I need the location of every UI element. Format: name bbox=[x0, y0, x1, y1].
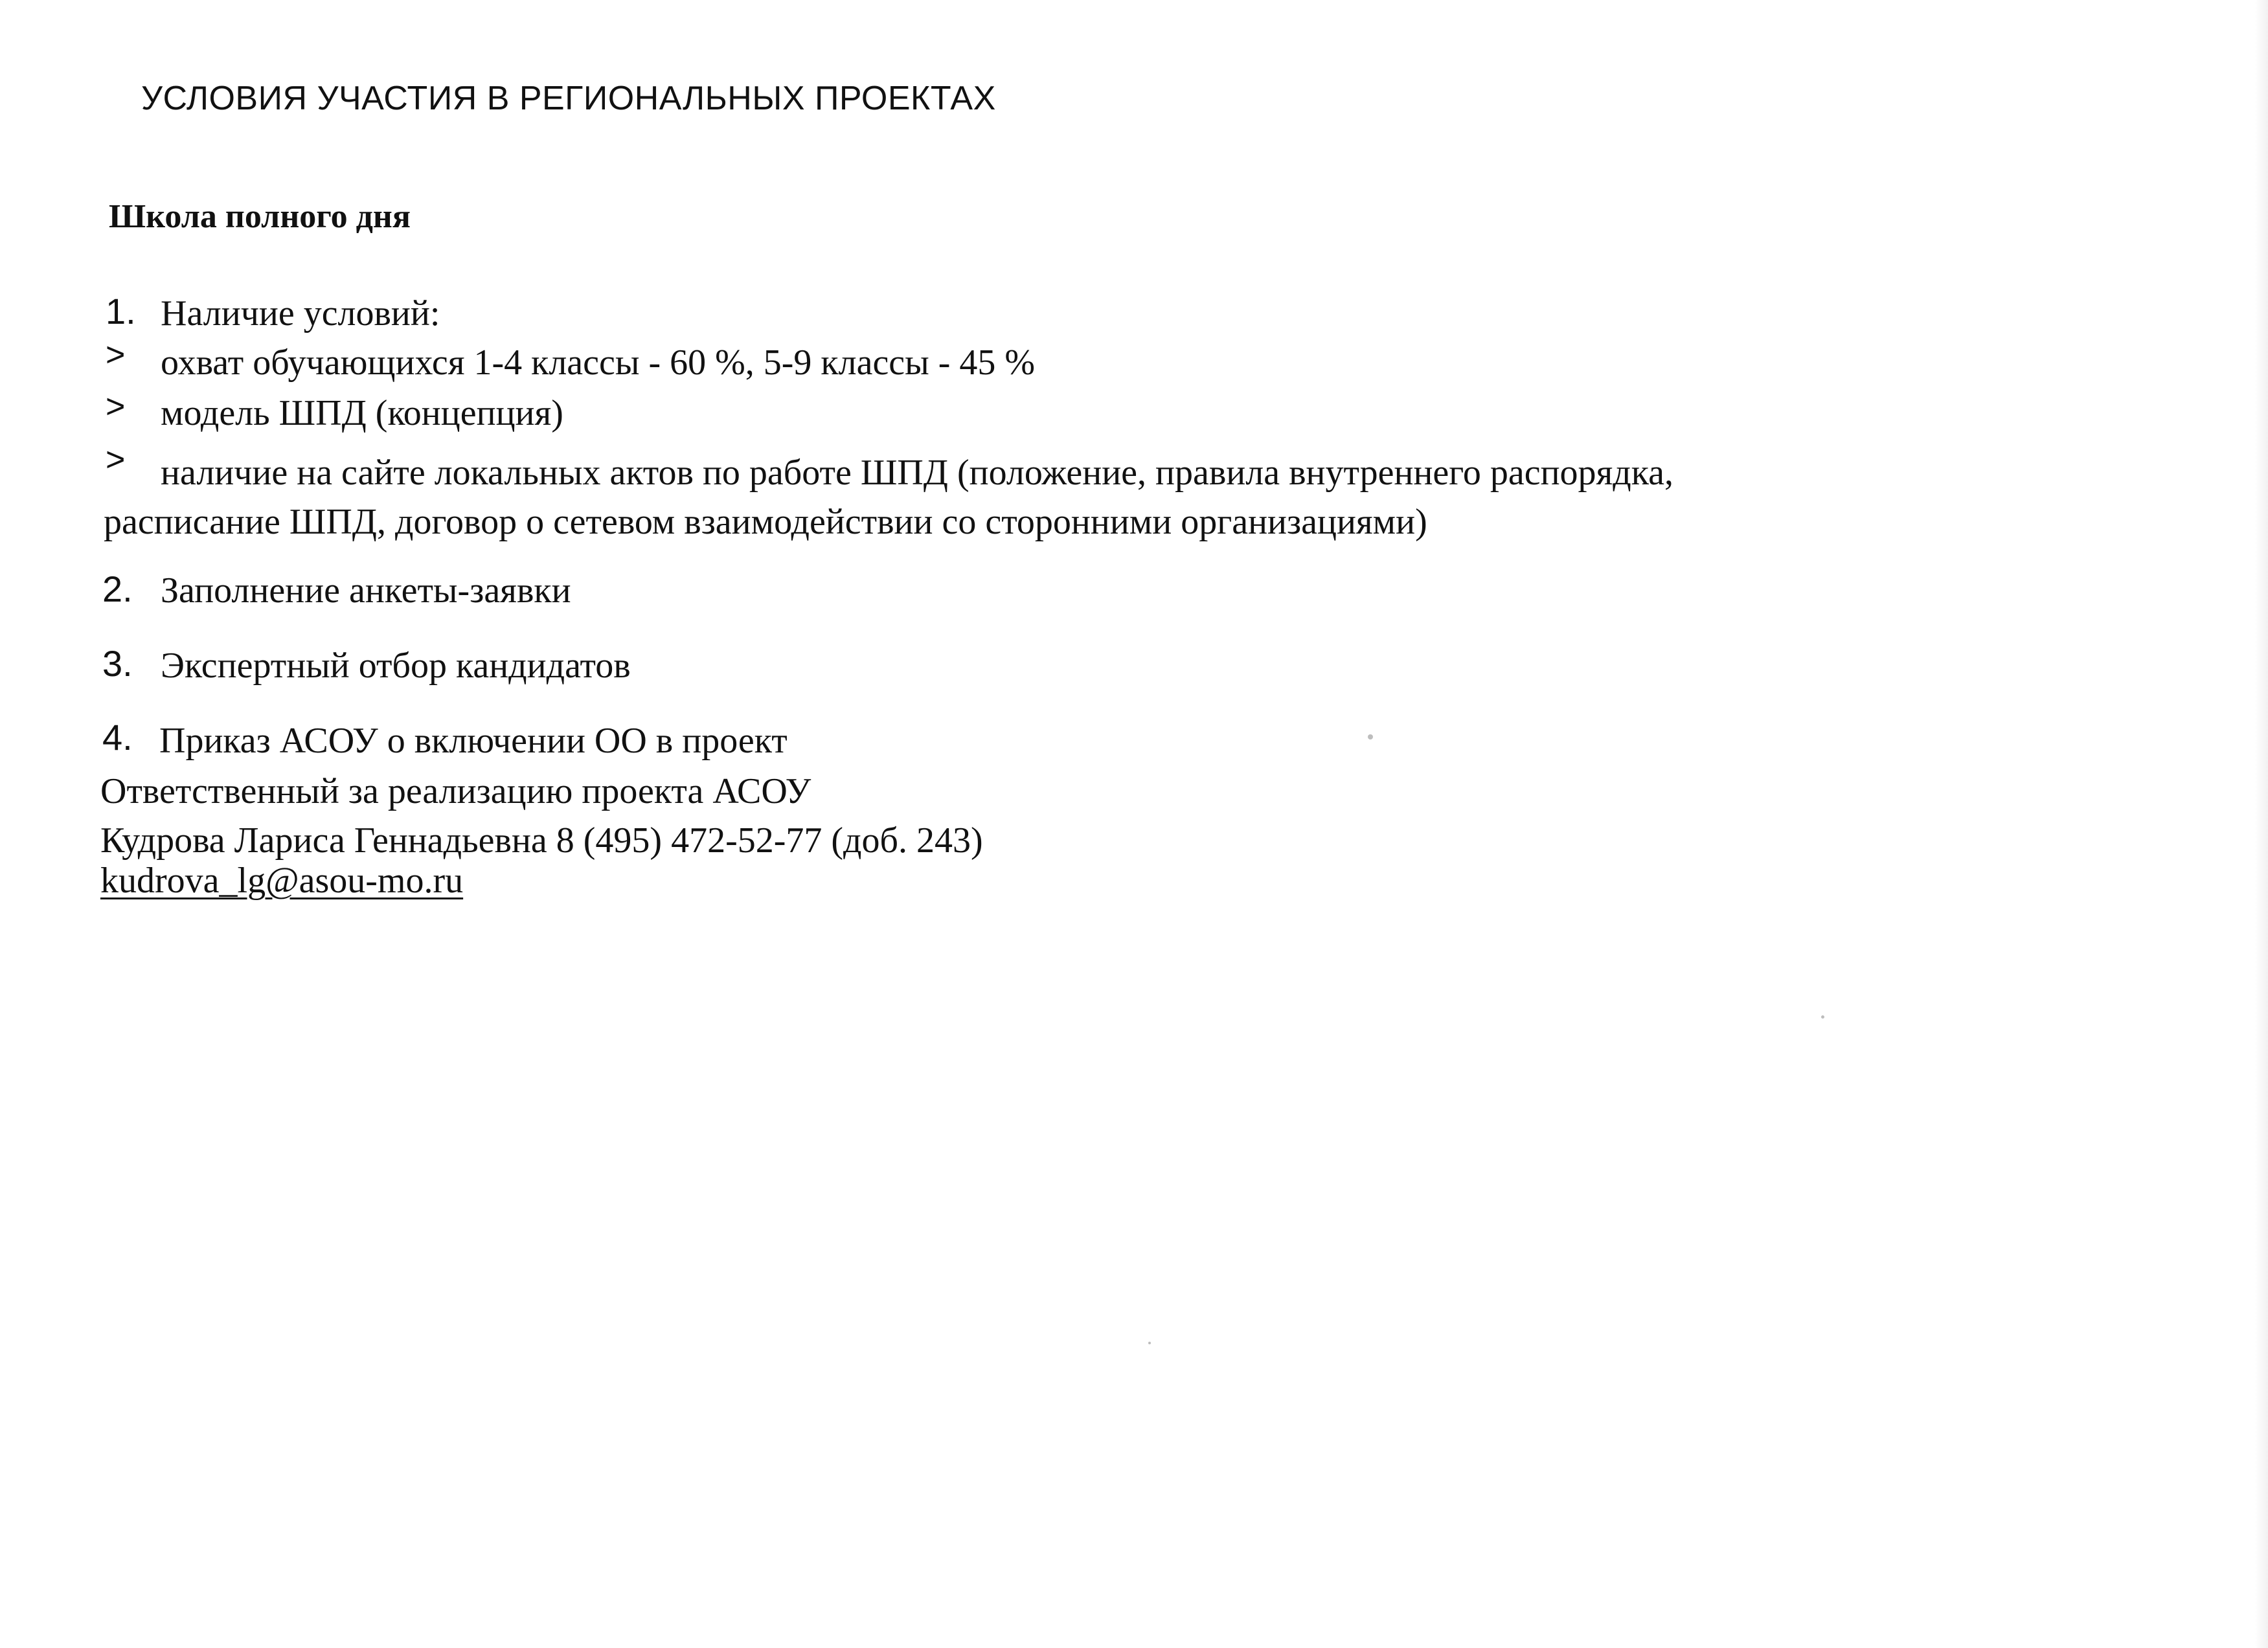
item-number-2: 2. bbox=[102, 569, 133, 609]
section-title: Школа полного дня bbox=[109, 198, 411, 235]
page-title: УСЛОВИЯ УЧАСТИЯ В РЕГИОНАЛЬНЫХ ПРОЕКТАХ bbox=[141, 80, 996, 117]
item-number-3: 3. bbox=[102, 643, 133, 684]
item-number-4: 4. bbox=[102, 717, 133, 758]
contact-person-phone: Кудрова Лариса Геннадьевна 8 (495) 472-52-77 (доб. 243) bbox=[100, 820, 983, 861]
item-text-3: Экспертный отбор кандидатов bbox=[161, 646, 631, 686]
scan-speck bbox=[1148, 1342, 1151, 1344]
bullet-marker: > bbox=[106, 336, 126, 374]
scan-speck bbox=[1821, 1015, 1824, 1019]
item-number-1: 1. bbox=[106, 291, 136, 332]
item-text-1: Наличие условий: bbox=[161, 293, 440, 333]
item-text-2: Заполнение анкеты-заявки bbox=[161, 570, 571, 611]
bullet-text-local-acts: наличие на сайте локальных актов по работе ШПД (положение, правила внутреннего распорядка, bbox=[161, 453, 1674, 493]
bullet-text-coverage: охват обучающихся 1-4 классы - 60 %, 5-9 классы - 45 % bbox=[161, 343, 1036, 383]
bullet-marker: > bbox=[106, 441, 126, 479]
scan-speck bbox=[1368, 734, 1373, 739]
scan-edge-shadow bbox=[2255, 0, 2268, 1648]
bullet-marker: > bbox=[106, 388, 126, 425]
contact-email-link[interactable]: kudrova_lg@asou-mo.ru bbox=[100, 861, 464, 901]
bullet-text-local-acts-continuation: расписание ШПД, договор о сетевом взаимодействии со сторонними организациями) bbox=[104, 502, 1427, 542]
bullet-text-model: модель ШПД (концепция) bbox=[161, 393, 563, 433]
contact-responsible: Ответственный за реализацию проекта АСОУ bbox=[100, 771, 811, 811]
item-text-4: Приказ АСОУ о включении ОО в проект bbox=[159, 721, 788, 761]
